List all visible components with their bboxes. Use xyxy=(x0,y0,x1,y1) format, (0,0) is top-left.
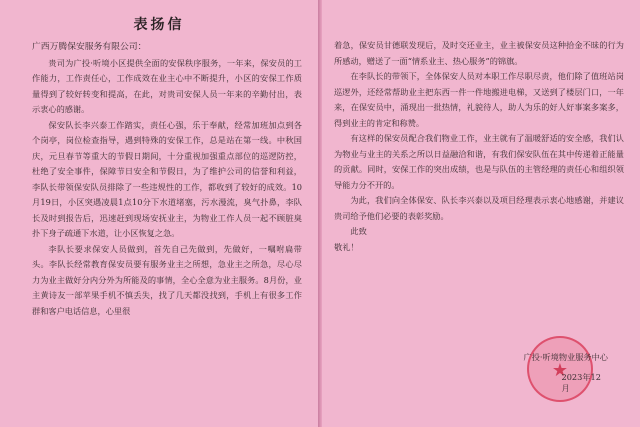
left-text xyxy=(32,40,302,319)
paragraph: 在李队长的带领下，全体保安人员对本职工作尽职尽责，他们除了值班站岗巡逻外，还经常帮助业主把东西一件一件地搬进电梯，又送到了楼层门口，一年来，在保安员中，涌现出一批热情，礼貌待人，助人为乐的好人好事案多案多，得到业主的肯定和称赞。 xyxy=(334,71,624,128)
paragraph: 着急，保安员甘德联发现后，及时交还业主，业主被保安员这种拾金不昧的行为所感动，赠送了一面“情系业主、热心服务”的锦旗。 xyxy=(334,40,624,66)
right-page xyxy=(322,0,640,427)
letter-title: 表扬信 xyxy=(133,17,185,33)
signature-date: 2023年12月 xyxy=(561,372,601,393)
left-page xyxy=(0,0,319,427)
seal-star-icon: ★ xyxy=(551,360,569,381)
recipient: 广西万腾保安服务有限公司： xyxy=(32,42,147,52)
paragraph: 有这样的保安员配合我们物业工作，业主就有了温暖舒适的安全感，我们认为物业与业主的关系之所以日益融洽和谐，有我们保安队伍在其中传递着正能量的贡献。同时，安保工作的突出成绩，也是与队伍的主管经理的责任心和组织领导能力分不开的。 xyxy=(334,133,624,190)
signature-org: 广投·听境物业服务中心 xyxy=(523,352,608,362)
closing-line: 此致 xyxy=(350,226,367,236)
paragraph: 李队长要求保安人员做到，首先自己先做到，先做好，一嘱咐扁带头。李队长经常教育保安员要有服务业主之所想，急业主之所急，尽心尽力为业主做好分内分外为所能及的事情，全心全意为业主服务。8月份，业主黄诗友一部苹果手机不慎丢失，找了几天都没找到，手机上有很多工作群和客户电话信息，心里很 xyxy=(32,243,302,316)
signature-block xyxy=(523,352,608,393)
paragraph: 贵司为广投·听境小区提供全面的安保秩序服务，一年来，保安员的工作能力，工作责任心，工作成效在业主心中不断提升，小区的安保工作质量得到了较好转变和提高，在此，对贵司安保人员一年来的辛勤付出，表示衷心的感谢。 xyxy=(32,57,302,114)
right-text xyxy=(334,38,624,255)
paragraph: 为此，我们向全体保安、队长李兴泰以及项目经理表示衷心地感谢，并建议贵司给予他们必要的表彰奖励。 xyxy=(334,195,624,221)
closing-salute: 敬礼！ xyxy=(334,241,359,252)
paragraph: 保安队长李兴泰工作踏实，责任心强，乐于奉献，经常加班加点到各个岗亭，岗位检查指导，遇到特殊的安保工作，总是站在第一线。中秋国庆，元旦春节等重大的节假日期间，十分重视加强重点部位的巡逻防控，杜绝了安全事件，保障节日安全和节假日，为了维护公司的信誉和利益，李队长带领保安队员排除了一些违规性的工作，都收到了较好的成效。10月19日，小区突遇凌晨1点10分下水道堵塞，污水漫流，臭气扑鼻，李队长及时到报告后，迅速赶到现场安抚业主，为物业工作人员一起不顾脏臭扑下身子疏通下水道，让小区恢复之急。 xyxy=(32,119,302,238)
